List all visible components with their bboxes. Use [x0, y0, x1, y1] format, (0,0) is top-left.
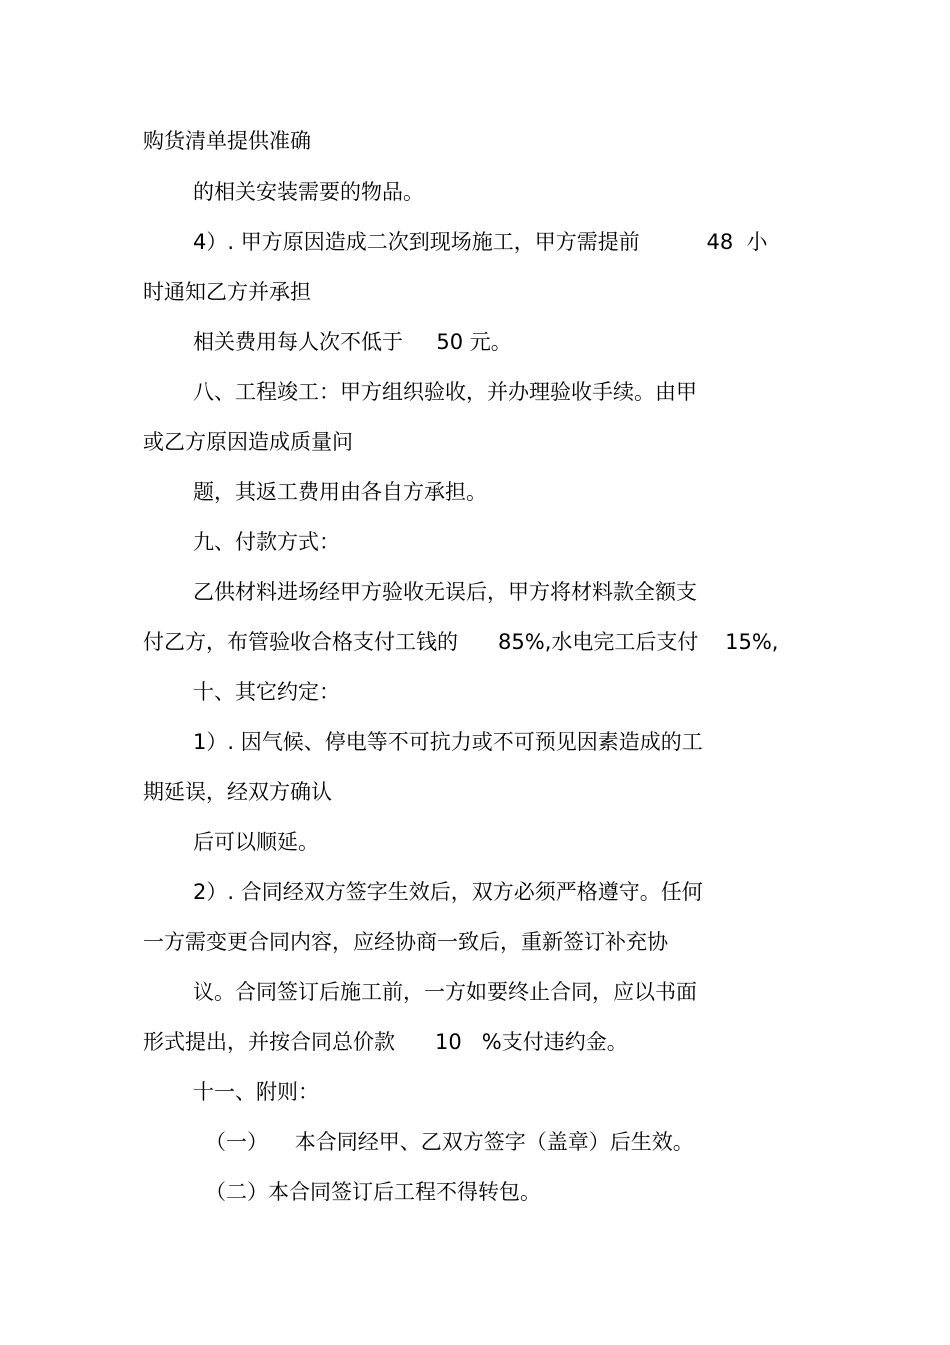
text-line-14: 期延误，经双方确认 [143, 780, 332, 804]
text-line-5: 相关费用每人次不低于 50 元。 [193, 330, 512, 354]
text-line-16: 2）. 合同经双方签字生效后，双方必须严格遵守。任何 [193, 880, 703, 904]
section-9-heading: 九、付款方式： [193, 530, 340, 554]
text-line-1: 购货清单提供准确 [143, 129, 311, 153]
text-line-17: 一方需变更合同内容，应经协商一致后，重新签订补充协 [143, 930, 668, 954]
text-line-11: 付乙方，布管验收合格支付工钱的 85%,水电完工后支付 15%, [143, 630, 779, 654]
text-line-13: 1）. 因气候、停电等不可抗力或不可预见因素造成的工 [193, 730, 703, 754]
section-10-heading: 十、其它约定： [193, 680, 340, 704]
text-line-4: 时通知乙方并承担 [143, 280, 311, 304]
text-line-15: 后可以顺延。 [193, 830, 319, 854]
text-line-8: 题，其返工费用由各自方承担。 [193, 480, 487, 504]
text-line-2: 的相关安装需要的物品。 [193, 180, 424, 204]
appendix-item-2: （二）本合同签订后工程不得转包。 [205, 1180, 541, 1204]
section-8-heading: 八、工程竣工：甲方组织验收，并办理验收手续。由甲 [193, 380, 697, 404]
text-line-18: 议。合同签订后施工前，一方如要终止合同，应以书面 [193, 980, 697, 1004]
appendix-item-1: （一） 本合同经甲、乙双方签字（盖章）后生效。 [205, 1130, 694, 1154]
text-line-3: 4）. 甲方原因造成二次到现场施工，甲方需提前 48 小 [193, 230, 768, 254]
text-line-7: 或乙方原因造成质量问 [143, 430, 353, 454]
section-11-heading: 十一、附则： [193, 1080, 319, 1104]
text-line-10: 乙供材料进场经甲方验收无误后，甲方将材料款全额支 [193, 580, 697, 604]
text-line-19: 形式提出，并按合同总价款 10 %支付违约金。 [143, 1030, 628, 1054]
